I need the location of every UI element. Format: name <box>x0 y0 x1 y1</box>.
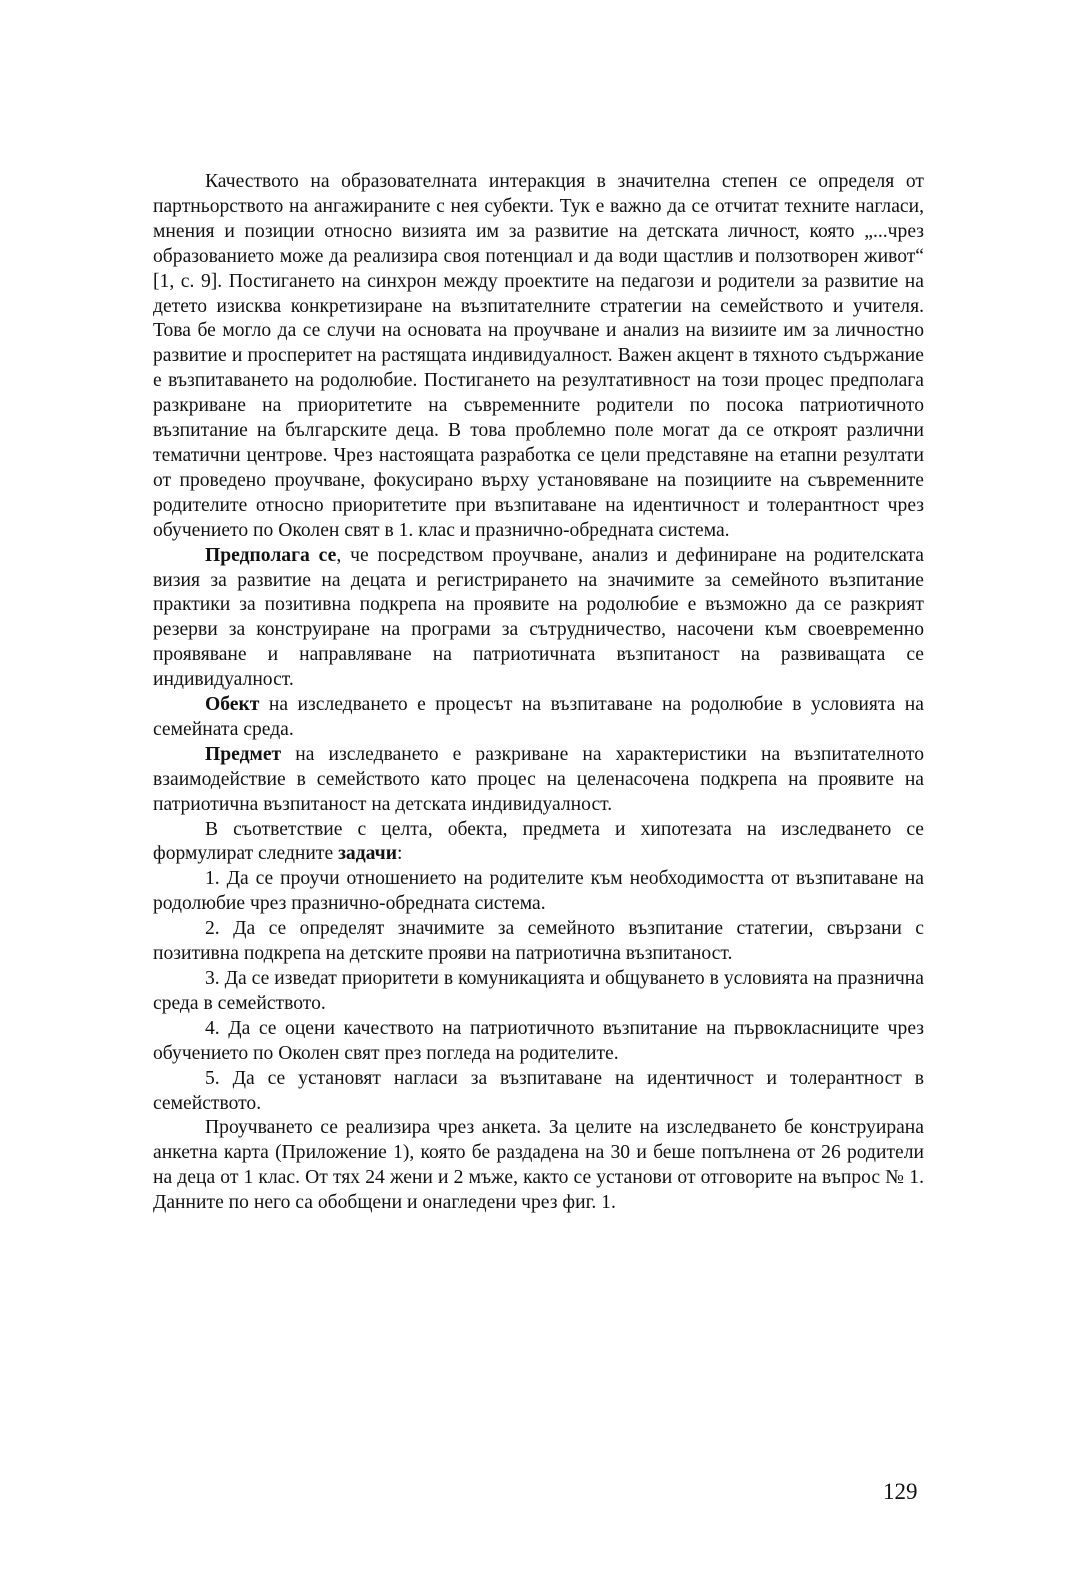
term-hypothesis: Предполага се <box>205 544 337 566</box>
task-item-2: 2. Да се определят значимите за семейното възпитание статегии, свързани с позитивна подкрепа на детските прояви на патриотична възпитаност. <box>153 918 924 965</box>
paragraph-intro: Качеството на образователната интеракция в значителна степен се определя от партньорството на ангажираните с нея субекти. Тук е важно да се отчитат техните нагласи, мнения и позиции относно визията им за развитие на детската личност, която „...чрез образованието може да реализира своя потенциал и да води щастлив и ползотворен живот“ [1, с. 9]. Постигането на синхрон между проектите на педагози и родители за развитие на детето изисква конкретизиране на възпитателните стратегии на семейството и учителя. Това бе могло да се случи на основата на проучване и анализ на визиите им за личностно развитие и просперитет на растящата индивидуалност. Важен акцент в тяхното съдържание е възпитаването на родолюбие. Постигането на резултативност на този процес предполага разкриване на приоритетите на съвременните родители по посока патриотичното възпитание на българските деца. В това проблемно поле могат да се откроят различни тематични центрове. Чрез настоящата разработка се цели представяне на етапни резултати от проведено проучване, фокусирано върху установяване на позициите на съвременните родителите относно приоритетите при възпитаване на идентичност и толерантност чрез обучението по Околен свят в 1. клас и празнично-обредната система. <box>153 171 924 541</box>
paragraph-object: Обект на изследването е процесът на възпитаване на родолюбие в условията на семейната среда. <box>153 694 924 740</box>
term-tasks: задачи <box>338 843 397 865</box>
task-item-4: 4. Да се оцени качеството на патриотичното възпитание на първокласниците чрез обучението по Околен свят през погледа на родителите. <box>153 1017 924 1064</box>
task-item-1: 1. Да се проучи отношението на родителите към необходимостта от възпитаване на родолюбие чрез празнично-обредната система. <box>153 868 924 915</box>
paragraph-tasks-intro: В съответствие с целта, обекта, предмета и хипотезата на изследването се формулират следните задачи: <box>153 818 924 865</box>
document-body <box>153 170 924 1216</box>
page-number: 129 <box>883 1479 918 1504</box>
term-subject: Предмет <box>205 743 282 765</box>
task-item-3: 3. Да се изведат приоритети в комуникацията и общуването в условията на празнична среда в семейството. <box>153 968 924 1014</box>
paragraph-hypothesis: Предполага се, че посредством проучване, анализ и дефиниране на родителската визия за развитие на децата и регистрирането на значимите за семейното възпитание практики за позитивна подкрепа на проявите на родолюбие е възможно да се разкрият резерви за конструиране на програми за сътрудничество, насочени към своевременно проявяване и направляване на патриотичната възпитаност на развиващата се индивидуалност. <box>153 544 924 691</box>
task-item-5: 5. Да се установят нагласи за възпитаване на идентичност и толерантност в семейството. <box>153 1067 924 1114</box>
term-object: Обект <box>205 694 260 716</box>
paragraph-subject: Предмет на изследването е разкриване на характеристики на възпитателното взаимодействие в семейството като процес на целенасочена подкрепа на проявите на патриотична възпитаност на детската индивидуалност. <box>153 743 924 815</box>
paragraph-method: Проучването се реализира чрез анкета. За целите на изследването бе конструирана анкетна карта (Приложение 1), която бе раздадена на 30 и беше попълнена от 26 родители на деца от 1 клас. От тях 24 жени и 2 мъже, както се установи от отговорите на въпрос № 1. Данните по него са обобщени и онагледени чрез фиг. 1. <box>153 1117 924 1214</box>
